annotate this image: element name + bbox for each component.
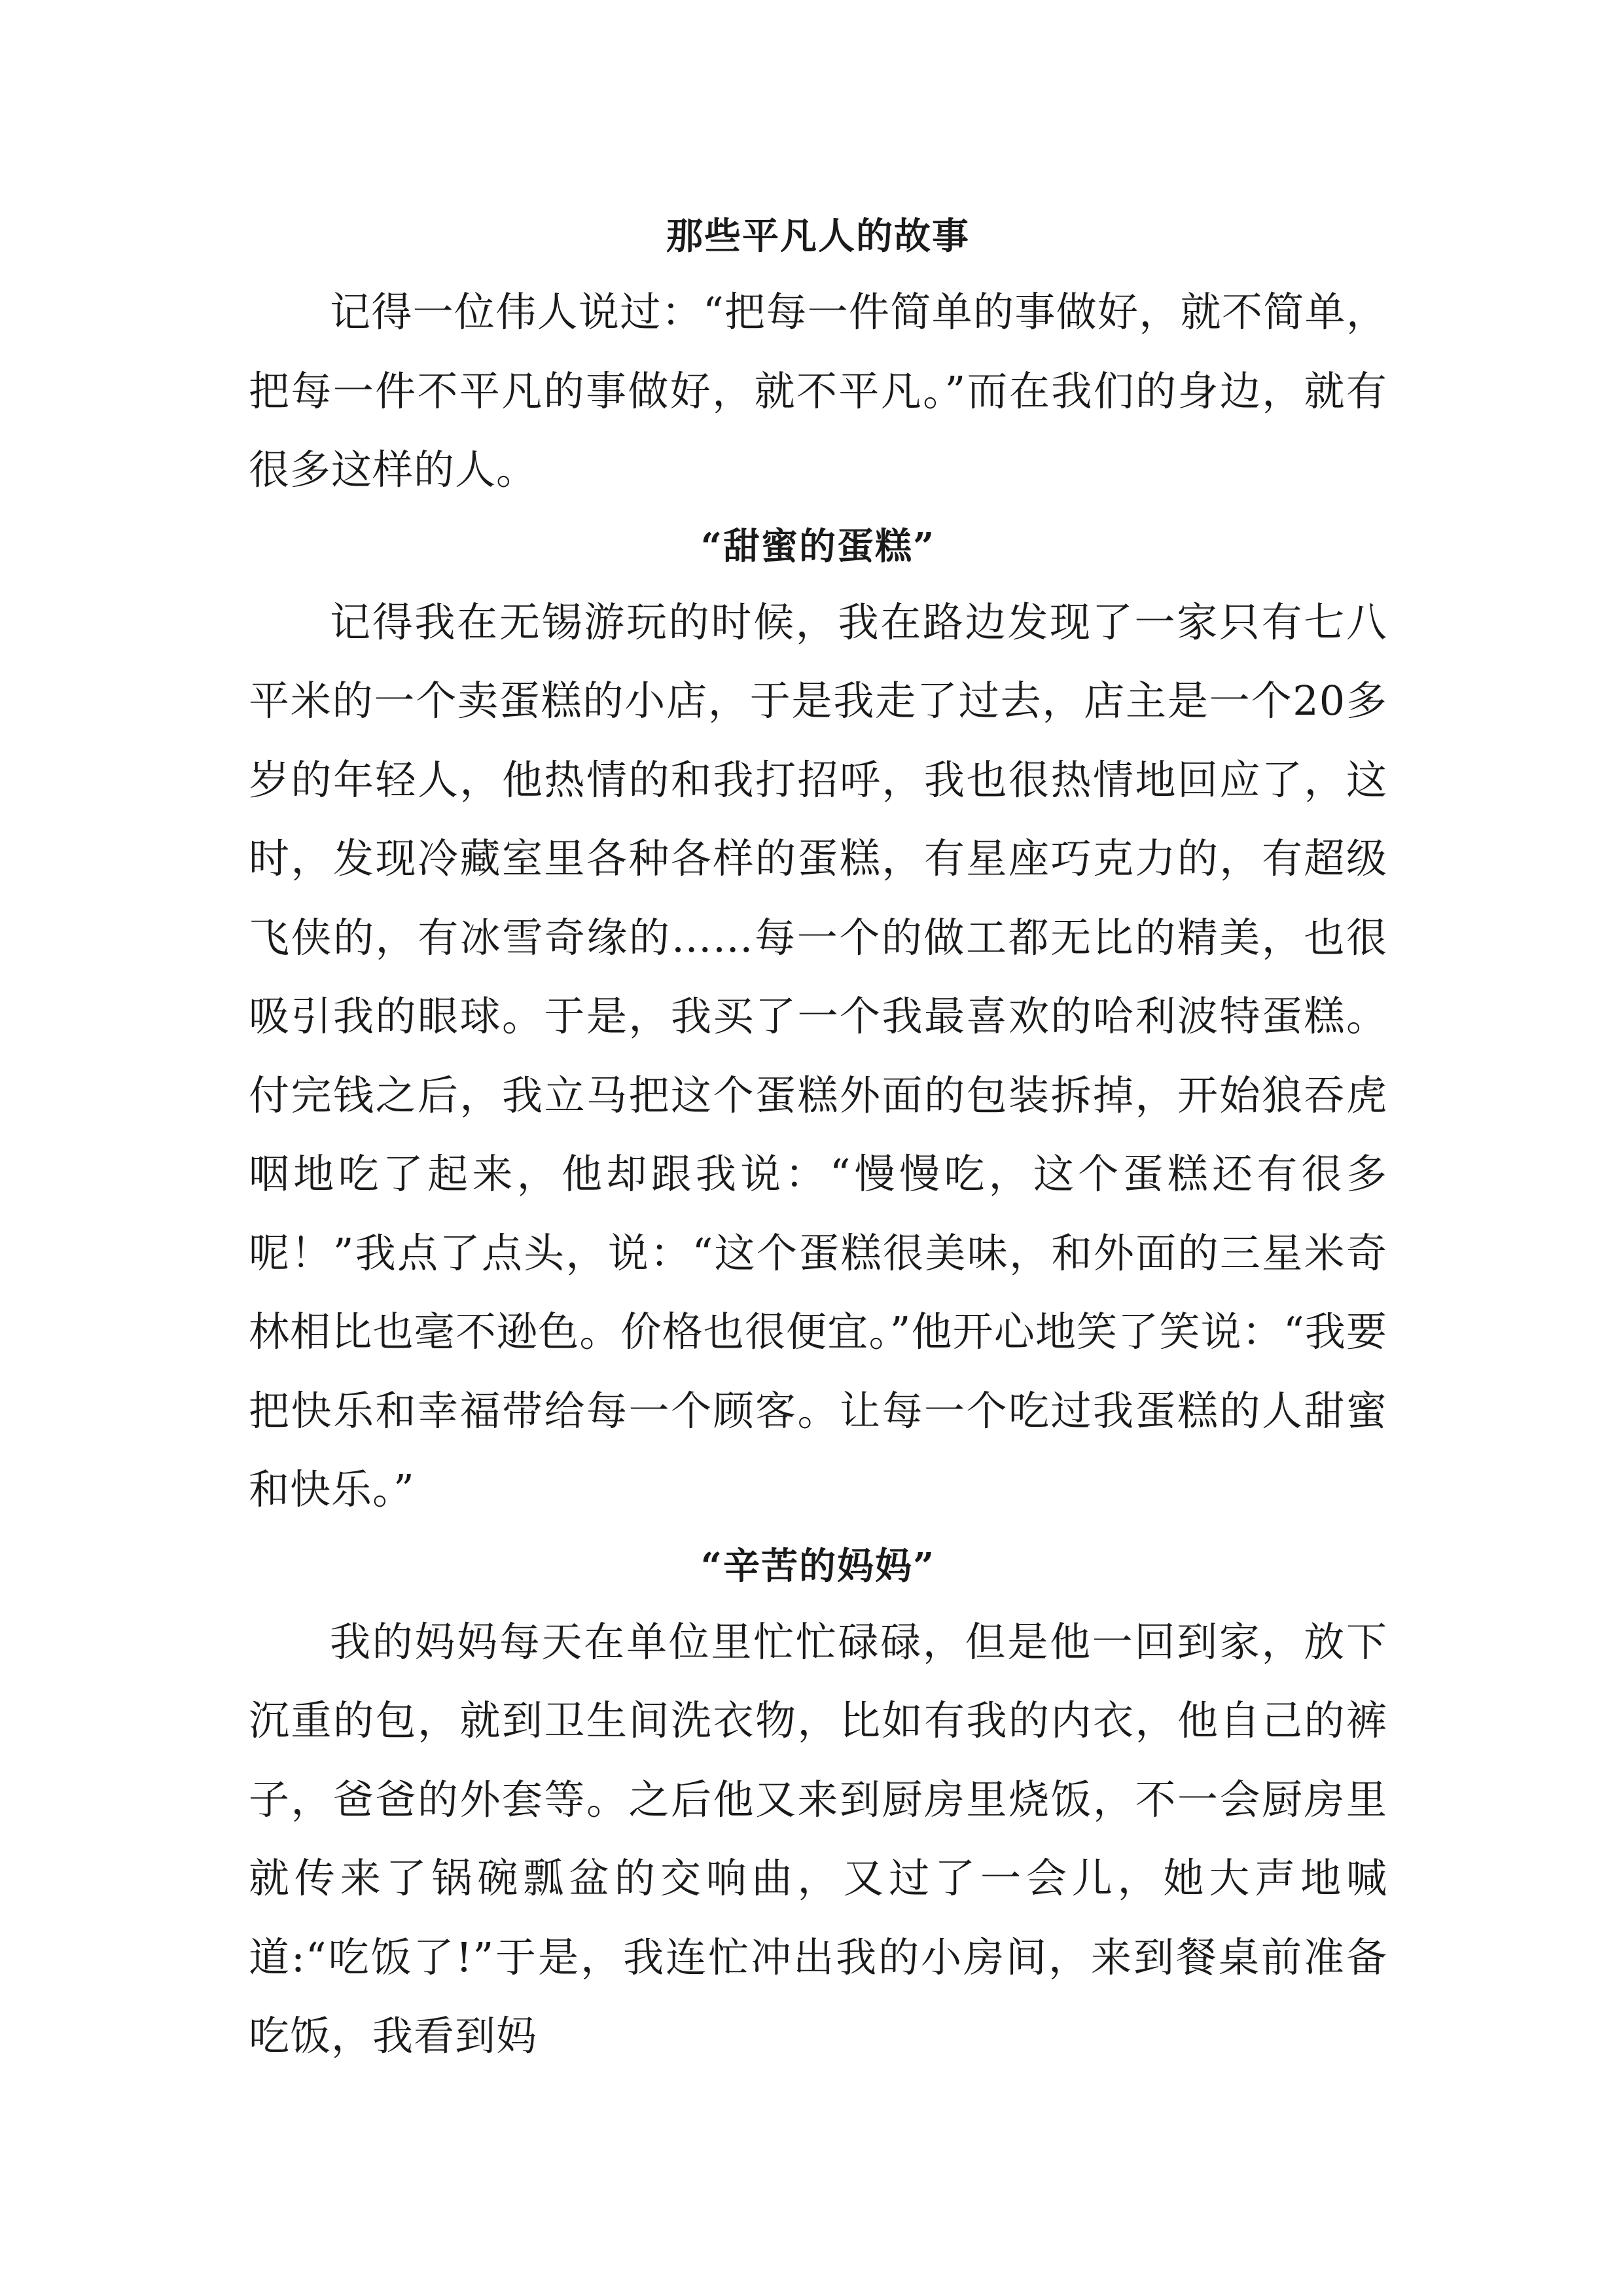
section-body-mom: 我的妈妈每天在单位里忙忙碌碌，但是他一回到家，放下沉重的包，就到卫生间洗衣物，比如有我的内衣，他自己的裤子，爸爸的外套等。之后他又来到厨房里烧饭，不一会厨房里就传来了锅碗瓢盆的交响曲，又过了一会儿，她大声地喊道:“吃饭了!”于是，我连忙冲出我的小房间，来到餐桌前准备吃饭，我看到妈 xyxy=(249,1617,1387,2060)
document-title: 那些平凡人的故事 xyxy=(666,215,970,258)
section-heading-cake: “甜蜜的蛋糕” xyxy=(700,524,936,568)
section-heading-mom: “辛苦的妈妈” xyxy=(700,1544,936,1588)
document-content xyxy=(249,200,1387,2076)
intro-paragraph: 记得一位伟人说过：“把每一件简单的事做好，就不简单，把每一件不平凡的事做好，就不平凡。”而在我们的身边，就有很多这样的人。 xyxy=(249,288,1387,493)
section-body-cake: 记得我在无锡游玩的时候，我在路边发现了一家只有七八平米的一个卖蛋糕的小店，于是我走了过去，店主是一个20多岁的年轻人，他热情的和我打招呼，我也很热情地回应了，这时，发现冷藏室里各种各样的蛋糕，有星座巧克力的，有超级飞侠的，有冰雪奇缘的……每一个的做工都无比的精美，也很吸引我的眼球。于是，我买了一个我最喜欢的哈利波特蛋糕。付完钱之后，我立马把这个蛋糕外面的包装拆掉，开始狼吞虎咽地吃了起来，他却跟我说：“慢慢吃，这个蛋糕还有很多呢！”我点了点头，说：“这个蛋糕很美味，和外面的三星米奇林相比也毫不逊色。价格也很便宜。”他开心地笑了笑说：“我要把快乐和幸福带给每一个顾客。让每一个吃过我蛋糕的人甜蜜和快乐。” xyxy=(249,598,1387,1513)
